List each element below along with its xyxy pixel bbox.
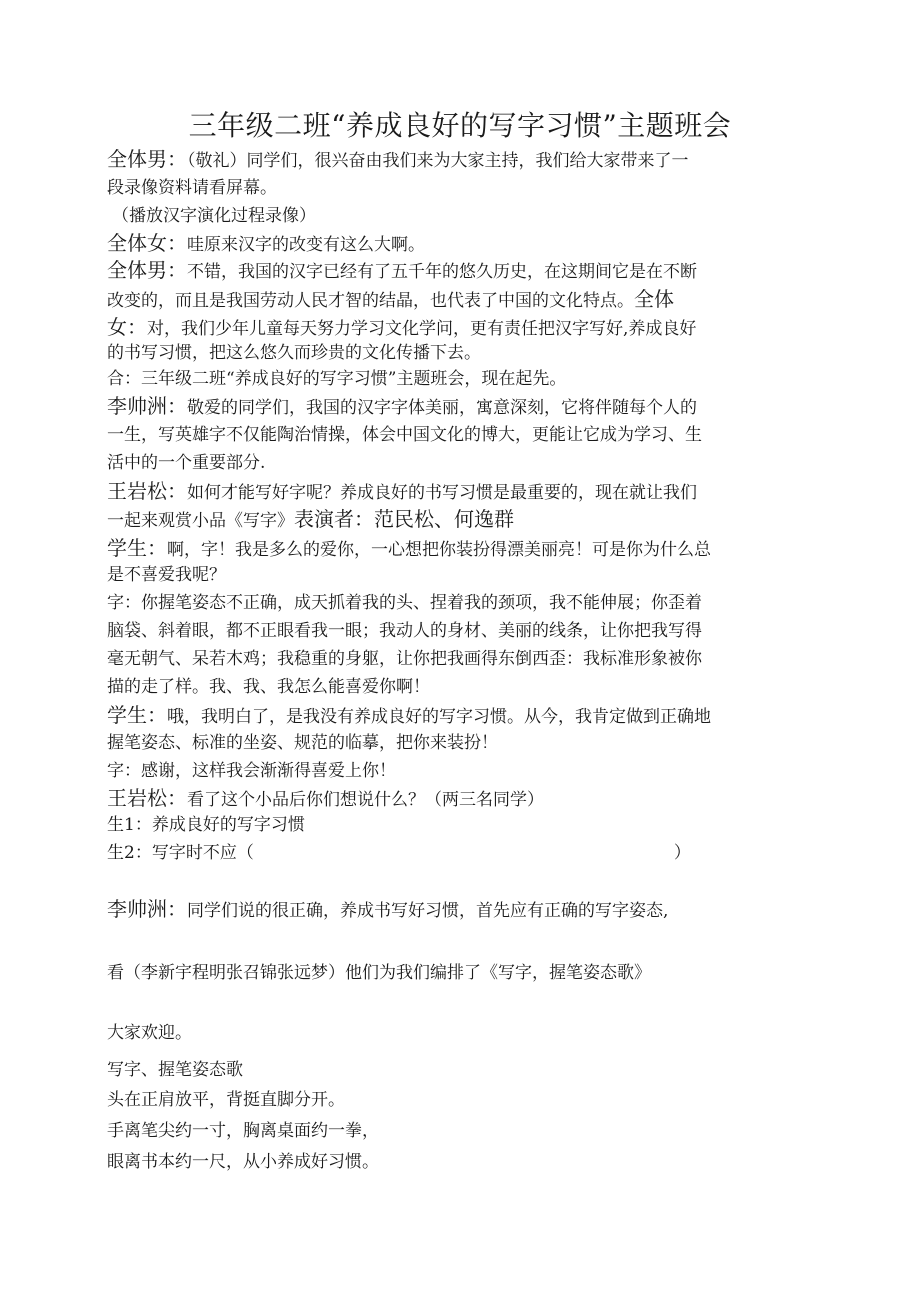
script-line <box>107 506 514 534</box>
line-text: 一生，写英雄字不仅能陶治情操，体会中国文化的博大，更能让它成为学习、生 <box>107 425 702 445</box>
script-line <box>107 812 305 838</box>
speaker-label: 学生： <box>107 703 167 727</box>
line-text: 大家欢迎。 <box>107 1023 192 1043</box>
script-line <box>107 960 651 986</box>
line-text: 合：三年级二班“养成良好的写字习惯”主题班会，现在起先。 <box>107 369 567 389</box>
line-text: 活中的一个重要部分. <box>107 453 266 473</box>
line-text: 哦，我明白了，是我没有养成良好的写字习惯。从今，我肯定做到正确地 <box>167 707 711 727</box>
script-line <box>107 1149 379 1175</box>
line-text: 描的走了样。我、我、我怎么能喜爱你啊！ <box>107 677 430 697</box>
line-text: 写字时不应（ <box>151 843 254 863</box>
script-line <box>107 422 702 448</box>
line-text: 养成良好的写字习惯 <box>151 815 305 835</box>
line-text: 一起来观赏小品《写字》 <box>107 511 294 531</box>
line-text: 不错，我国的汉字已经有了五千年的悠久历史，在这期间它是在不断 <box>187 262 697 282</box>
line-text: 眼离书本约一尺，从小养成好习惯。 <box>107 1152 379 1172</box>
script-line <box>107 618 702 644</box>
line-tail: ） <box>673 843 691 863</box>
line-text: 的书写习惯，把这么悠久而珍贵的文化传播下去。 <box>107 343 481 363</box>
line-text: 字：感谢，这样我会渐渐得喜爱上你！ <box>107 761 396 781</box>
script-line <box>107 314 696 342</box>
script-line <box>107 674 430 700</box>
script-line <box>107 562 226 588</box>
line-text: 同学们说的很正确，养成书写好习惯，首先应有正确的写字姿态, <box>187 901 669 921</box>
script-line <box>107 896 668 924</box>
speaker-label: 李帅洲： <box>107 394 187 418</box>
script-line <box>107 175 277 201</box>
script-line <box>107 1057 243 1083</box>
speaker-label: 全体男： <box>107 258 187 282</box>
script-line <box>107 366 566 392</box>
line-text: 字：你握笔姿态不正确，成天抓着我的头、捏着我的颈项，我不能伸展；你歪着 <box>107 593 702 613</box>
script-line <box>107 590 702 616</box>
script-line <box>107 478 697 506</box>
speaker-label: 生1： <box>107 815 152 835</box>
line-tail: 表演者：范民松、何逸群 <box>294 507 514 531</box>
script-line <box>107 450 265 476</box>
script-line <box>107 230 425 258</box>
line-text: 脑袋、斜着眼，都不正眼看我一眼；我动人的身材、美丽的线条，让你把我写得 <box>107 621 702 641</box>
script-line <box>107 1087 345 1113</box>
speaker-label: 王岩松： <box>107 479 187 503</box>
line-text: 啊，字！我是多么的爱你，一心想把你装扮得漂美丽亮！可是你为什么总 <box>167 540 711 560</box>
document-title: 三年级二班“养成良好的写字习惯”主题班会 <box>188 109 732 142</box>
line-text: 手离笔尖约一寸，胸离桌面约一拳， <box>107 1121 379 1141</box>
line-text: （播放汉字演化过程录像） <box>112 206 316 226</box>
script-line <box>107 340 481 366</box>
script-line <box>107 840 691 866</box>
speaker-label: 王岩松： <box>107 786 187 810</box>
script-line <box>107 1118 379 1144</box>
line-text: 握笔姿态、标准的坐姿、规范的临摹，把你来装扮！ <box>107 733 498 753</box>
script-line <box>107 146 689 174</box>
script-line <box>107 286 674 314</box>
speaker-label: 女： <box>107 315 147 339</box>
line-text: 对，我们少年儿童每天努力学习文化学问，更有责任把汉字写好,养成良好 <box>147 319 697 339</box>
speaker-label: 李帅洲： <box>107 897 187 921</box>
script-line <box>107 535 711 563</box>
script-line <box>107 257 697 285</box>
line-text: 写字、握笔姿态歌 <box>107 1060 243 1080</box>
script-line <box>107 730 498 756</box>
script-line <box>107 646 702 672</box>
line-text: 段录像资料请看屏幕。 <box>107 178 277 198</box>
script-line <box>107 1020 192 1046</box>
line-text: 是不喜爱我呢？ <box>107 565 226 585</box>
line-text: 敬爱的同学们，我国的汉字字体美丽，寓意深刻，它将伴随每个人的 <box>187 398 697 418</box>
line-text: 改变的，而且是我国劳动人民才智的结晶，也代表了中国的文化特点。 <box>107 291 634 311</box>
line-tail: 全体 <box>634 287 674 311</box>
speaker-label: 全体女： <box>107 231 187 255</box>
line-text: 哇原来汉字的改变有这么大啊。 <box>187 235 425 255</box>
script-line <box>107 785 544 813</box>
script-line <box>107 702 711 730</box>
script-line <box>107 393 697 421</box>
script-line <box>107 758 396 784</box>
speaker-label: 学生： <box>107 536 167 560</box>
speaker-label: 全体男： <box>107 147 187 171</box>
line-text: 看了这个小品后你们想说什么？（两三名同学） <box>187 790 544 810</box>
line-text: （敬礼）同学们，很兴奋由我们来为大家主持，我们给大家带来了一 <box>187 151 689 171</box>
speaker-label: 生2： <box>107 843 152 863</box>
line-text: 毫无朝气、呆若木鸡；我稳重的身躯，让你把我画得东倒西歪：我标准形象被你 <box>107 649 702 669</box>
line-text: 看（李新宇程明张召锦张远梦）他们为我们编排了《写字，握笔姿态歌》 <box>107 963 651 983</box>
line-text: 如何才能写好字呢？养成良好的书写习惯是最重要的，现在就让我们 <box>187 483 697 503</box>
script-line <box>112 203 316 229</box>
line-text: 头在正肩放平，背挺直脚分开。 <box>107 1090 345 1110</box>
